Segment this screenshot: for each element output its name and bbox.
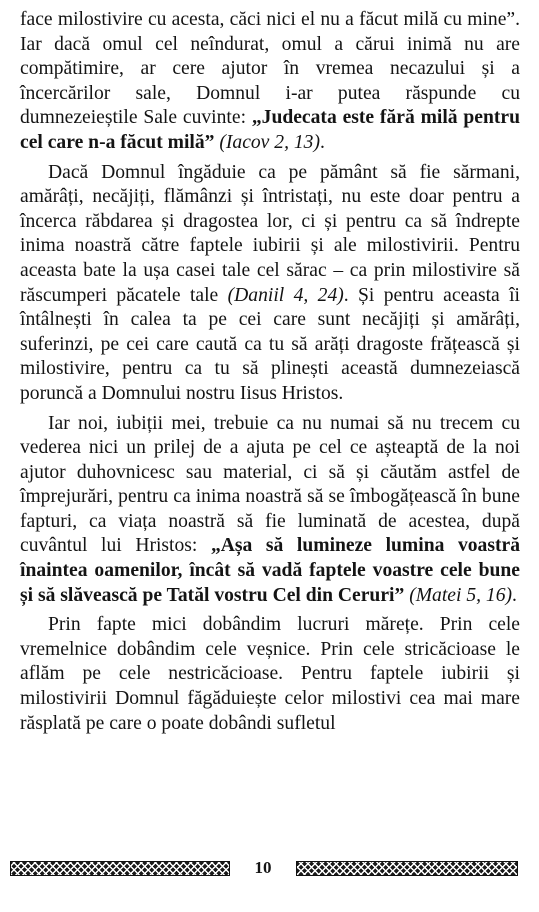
ornament-border-left <box>10 861 230 876</box>
paragraph-text: . Și pentru aceasta îi întâlnești în calea ta pe cei care sunt necăjiți și amărâți, suferinzi, pe cei care caută ca tu să arăți dragoste frățească și milostivire, pentru ca tu să plinești această dumnezeiască poruncă a Domnului nostru Iisus Hristos. <box>20 284 520 404</box>
paragraph <box>20 613 520 736</box>
paragraph <box>20 8 520 156</box>
body-text <box>20 8 520 736</box>
paragraph <box>20 412 520 609</box>
quote-text: „Așa să lumineze lumina voastră înaintea oamenilor, încât să vadă faptele voastre cele bune și să slăvească pe Tatăl vostru Cel din Ceruri” <box>20 535 520 606</box>
quote-text: „Judecata este fără milă pentru cel care n-a făcut milă” <box>20 107 521 153</box>
paragraph-text: Dacă Domnul îngăduie ca pe pământ să fie sărmani, amărâți, necăjiți, flămânzi și întristați, nu este doar pentru a încerca răbdarea și dragostea lor, ci și pentru ca să îndrepte inima noastră către faptele iubirii și ale milostivirii. Pentru aceasta bate la ușa casei tale cel sărac – ca prin milostivire să răscumperi păcatele tale <box>20 161 520 306</box>
page-number: 10 <box>254 858 272 877</box>
paragraph-text: . <box>320 131 325 153</box>
citation-text: (Daniil 4, 24) <box>227 284 344 306</box>
ornament-border-right <box>296 861 518 876</box>
citation-text: (Iacov 2, 13) <box>219 131 320 153</box>
paragraph-text: Prin fapte mici dobândim lucruri mărețe. Prin cele vremelnice dobândim cele veșnice. Prin cele stricăcioase le aflăm pe cele nestricăcioase. Pentru faptele iubirii și milostivirii Domnul făgăduiește celor milostivi cea mai mare răsplată pe care o poate dobândi sufletul <box>20 614 520 734</box>
paragraph-text: . <box>512 584 517 606</box>
paragraph-text: face milostivire cu acesta, căci nici el nu a făcut milă cu mine”. Iar dacă omul cel neîndurat, omul a cărui inimă nu are compătimire, ar cere ajutor în vremea necazului și a încercărilor sale, Domnul i-ar putea răspunde cu dumnezeieștile Sale cuvinte: <box>20 9 520 129</box>
paragraph-text: Iar noi, iubiții mei, trebuie ca nu numai să nu trecem cu vederea nici un prilej de a ajuta pe cel ce așteaptă de la noi ajutor duhovnicesc sau material, ci să și căutăm astfel de împrejurări, pentru ca inima noastră să se îmbogățească în bune fapturi, ca viața noastră să fie luminată de acestea, după cuvântul lui Hristos: <box>20 412 520 557</box>
citation-text: (Matei 5, 16) <box>409 584 513 606</box>
page-footer <box>0 858 539 882</box>
paragraph <box>20 161 520 407</box>
